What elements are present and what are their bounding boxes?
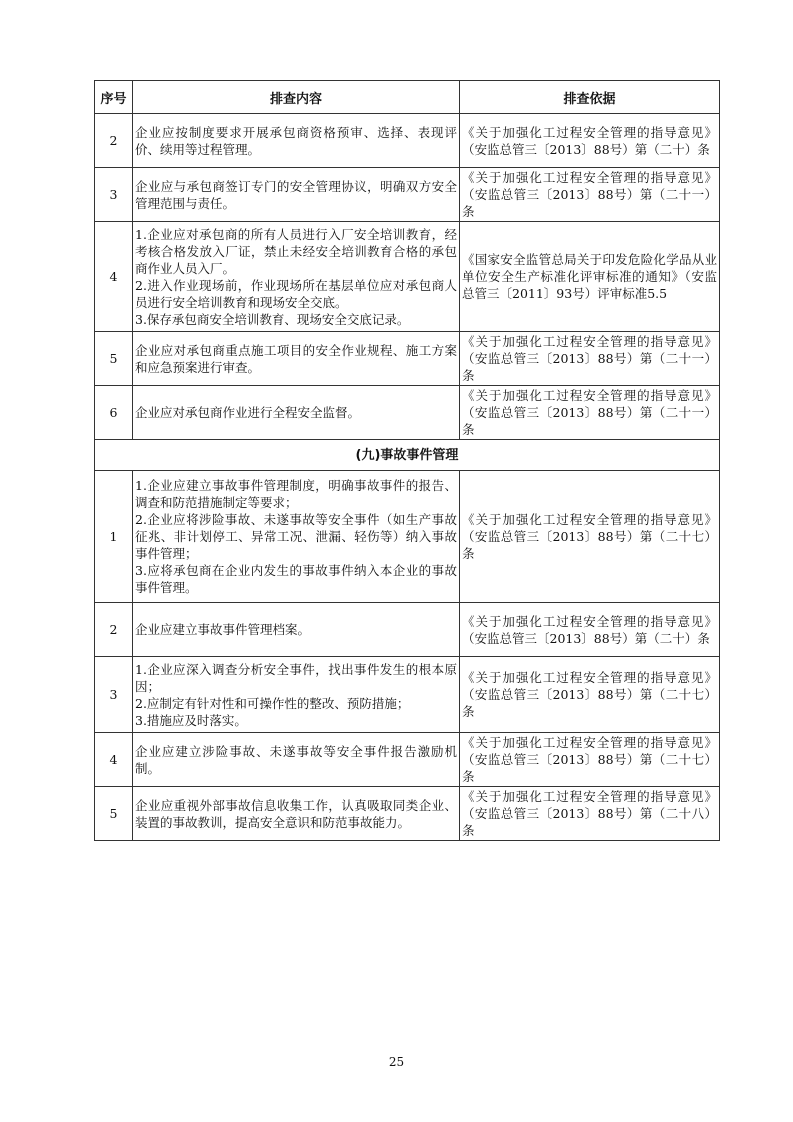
row-inspection-content	[133, 222, 460, 332]
table-row	[95, 603, 720, 657]
row-serial-number: 5	[95, 787, 133, 841]
content-line: 企业应建立事故事件管理档案。	[135, 622, 311, 637]
row-serial-number: 4	[95, 222, 133, 332]
section-row	[95, 440, 720, 471]
table-row	[95, 657, 720, 733]
row-serial-number: 3	[95, 657, 133, 733]
row-inspection-content	[133, 471, 460, 603]
row-inspection-basis: 《关于加强化工过程安全管理的指导意见》（安监总管三〔2013〕88号）第（二十七）条	[460, 471, 720, 603]
content-line: 1.企业应深入调查分析安全事件，找出事件发生的根本原因；	[135, 661, 457, 694]
row-serial-number: 4	[95, 733, 133, 787]
content-line: 企业应与承包商签订专门的安全管理协议，明确双方安全管理范围与责任。	[135, 178, 457, 211]
content-line: 企业应建立涉险事故、未遂事故等安全事件报告激励机制。	[135, 743, 457, 776]
row-inspection-content	[133, 733, 460, 787]
row-inspection-basis: 《关于加强化工过程安全管理的指导意见》（安监总管三〔2013〕88号）第（二十一）条	[460, 332, 720, 386]
content-line: 1.企业应对承包商的所有人员进行入厂安全培训教育，经考核合格发放入厂证，禁止未经安全培训教育合格的承包商作业人员入厂。	[135, 226, 457, 276]
row-inspection-basis: 《关于加强化工过程安全管理的指导意见》（安监总管三〔2013〕88号）第（二十七）条	[460, 733, 720, 787]
content-line: 1.企业应建立事故事件管理制度，明确事故事件的报告、调查和防范措施制定等要求；	[135, 478, 457, 510]
content-line: 3.保存承包商安全培训教育、现场安全交底记录。	[135, 311, 410, 327]
row-inspection-content	[133, 787, 460, 841]
table-row	[95, 222, 720, 332]
row-inspection-content	[133, 168, 460, 222]
table-row	[95, 733, 720, 787]
row-inspection-content	[133, 114, 460, 168]
content-line: 2.应制定有针对性和可操作性的整改、预防措施；	[135, 695, 410, 711]
content-line: 2.企业应将涉险事故、未遂事故等安全事件（如生产事故征兆、非计划停工、异常工况、泄漏、轻伤等）纳入事故事件管理；	[135, 512, 457, 561]
inspection-table-container	[94, 80, 719, 841]
section-title: (九)事故事件管理	[95, 440, 720, 471]
table-row	[95, 114, 720, 168]
row-inspection-basis: 《关于加强化工过程安全管理的指导意见》（安监总管三〔2013〕88号）第（二十七）条	[460, 657, 720, 733]
row-serial-number: 2	[95, 603, 133, 657]
content-line: 3.措施应及时落实。	[135, 712, 247, 728]
table-header-row	[95, 81, 720, 114]
table-row	[95, 332, 720, 386]
row-serial-number: 5	[95, 332, 133, 386]
row-inspection-content	[133, 657, 460, 733]
row-inspection-content	[133, 332, 460, 386]
content-line: 2.进入作业现场前，作业现场所在基层单位应对承包商人员进行安全培训教育和现场安全交底。	[135, 277, 457, 310]
content-line: 3.应将承包商在企业内发生的事故事件纳入本企业的事故事件管理。	[135, 563, 457, 595]
row-serial-number: 3	[95, 168, 133, 222]
row-inspection-basis: 《国家安全监管总局关于印发危险化学品从业单位安全生产标准化评审标准的通知》（安监总管三〔2011〕93号）评审标准5.5	[460, 222, 720, 332]
table-row	[95, 471, 720, 603]
inspection-table	[94, 80, 720, 841]
header-serial-number: 序号	[95, 81, 133, 114]
row-inspection-content	[133, 603, 460, 657]
row-serial-number: 2	[95, 114, 133, 168]
content-line: 企业应对承包商重点施工项目的安全作业规程、施工方案和应急预案进行审查。	[135, 342, 457, 375]
row-inspection-basis: 《关于加强化工过程安全管理的指导意见》（安监总管三〔2013〕88号）第（二十八）条	[460, 787, 720, 841]
content-line: 企业应重视外部事故信息收集工作，认真吸取同类企业、装置的事故教训，提高安全意识和防范事故能力。	[135, 797, 457, 830]
content-line: 企业应对承包商作业进行全程安全监督。	[135, 405, 361, 420]
table-row	[95, 787, 720, 841]
table-row	[95, 168, 720, 222]
table-body-incident	[95, 471, 720, 841]
content-line: 企业应按制度要求开展承包商资格预审、选择、表现评价、续用等过程管理。	[135, 124, 457, 157]
header-inspection-content: 排查内容	[133, 81, 460, 114]
table-row	[95, 386, 720, 440]
page-number: 25	[388, 1055, 405, 1069]
row-inspection-basis: 《关于加强化工过程安全管理的指导意见》（安监总管三〔2013〕88号）第（二十）条	[460, 603, 720, 657]
row-inspection-basis: 《关于加强化工过程安全管理的指导意见》（安监总管三〔2013〕88号）第（二十一）条	[460, 386, 720, 440]
table-body-contractor	[95, 114, 720, 440]
row-inspection-basis: 《关于加强化工过程安全管理的指导意见》（安监总管三〔2013〕88号）第（二十）条	[460, 114, 720, 168]
header-inspection-basis: 排查依据	[460, 81, 720, 114]
row-inspection-content	[133, 386, 460, 440]
table-body-section	[95, 440, 720, 471]
row-serial-number: 1	[95, 471, 133, 603]
row-inspection-basis: 《关于加强化工过程安全管理的指导意见》（安监总管三〔2013〕88号）第（二十一）条	[460, 168, 720, 222]
row-serial-number: 6	[95, 386, 133, 440]
